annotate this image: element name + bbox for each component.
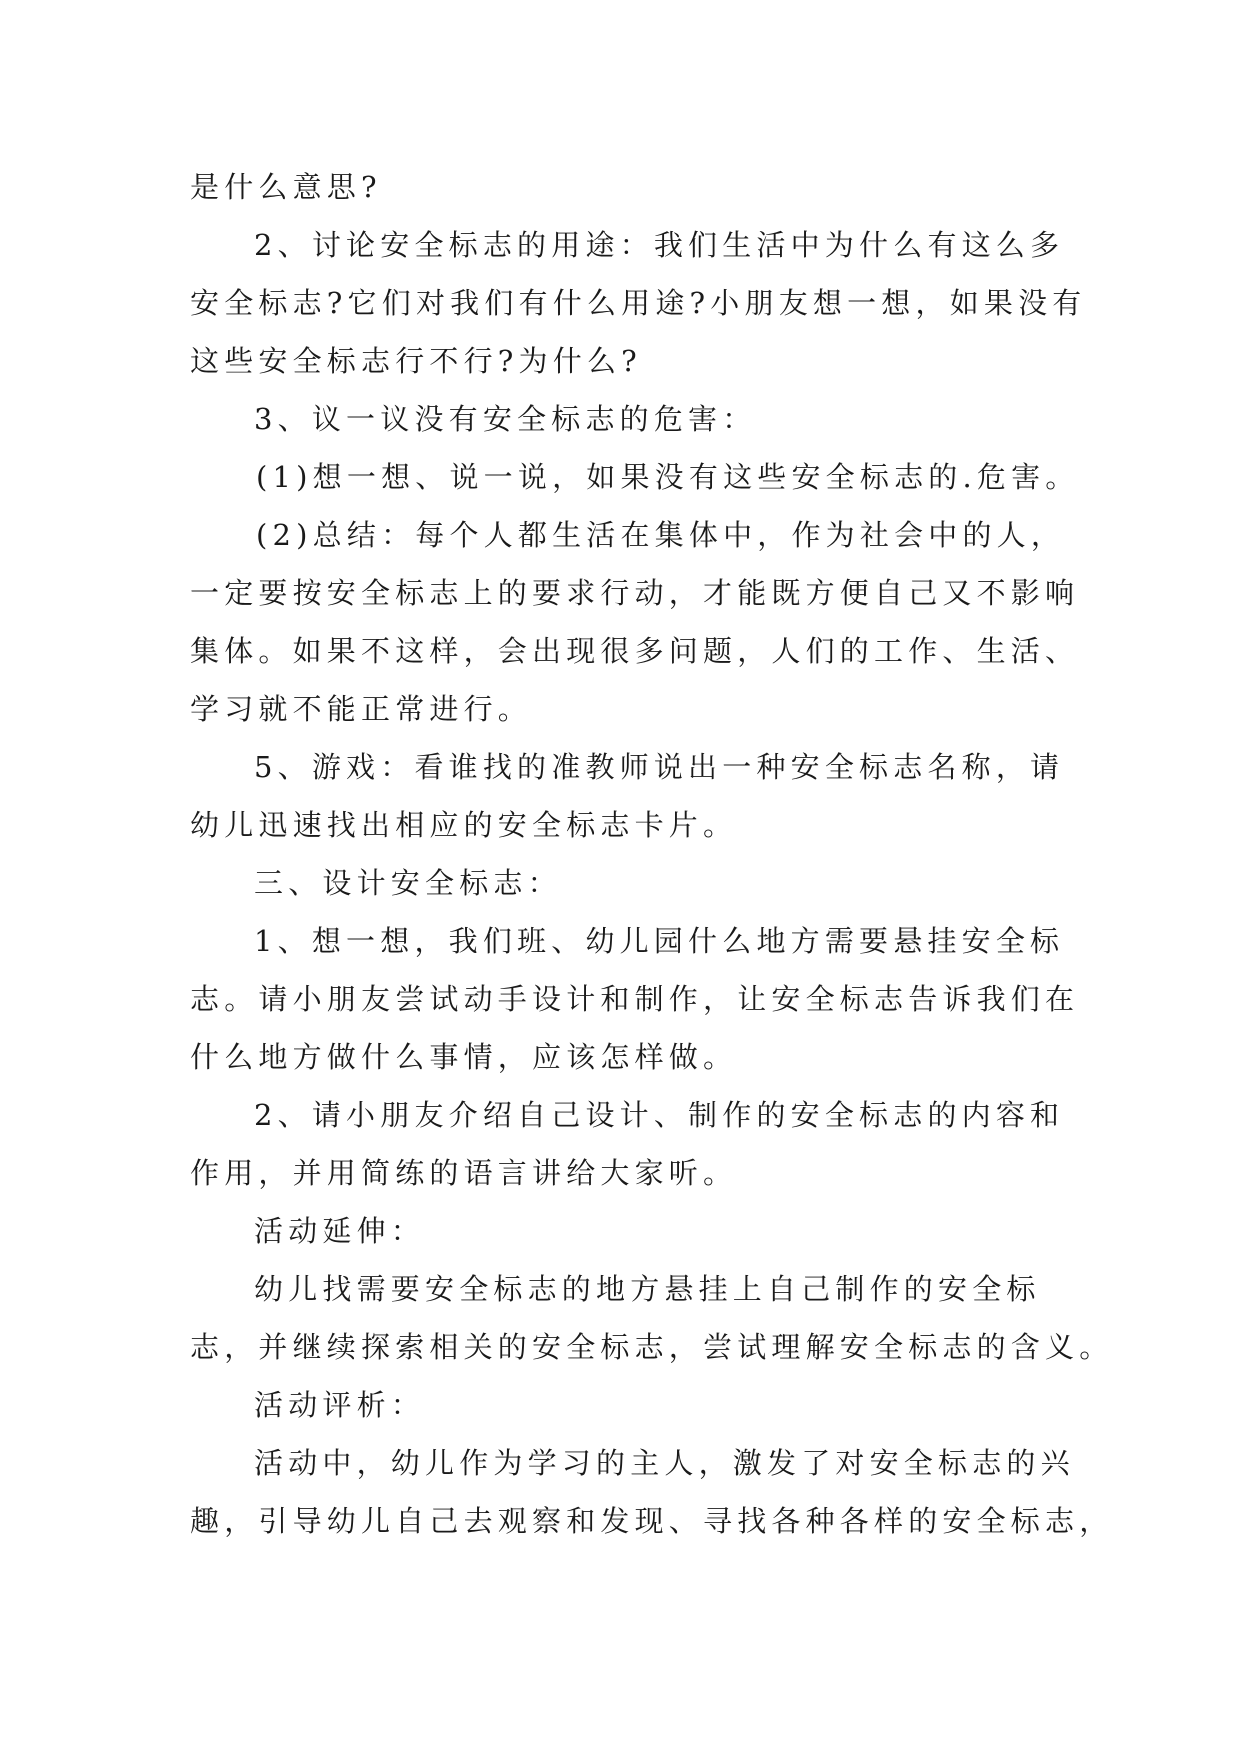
text-line: 志，并继续探索相关的安全标志，尝试理解安全标志的含义。	[190, 1330, 1114, 1364]
text-line: 安全标志?它们对我们有什么用途?小朋友想一想，如果没有	[190, 286, 1087, 320]
text-line: 什么地方做什么事情，应该怎样做。	[190, 1040, 738, 1074]
text-line: 2、讨论安全标志的用途：我们生活中为什么有这么多	[254, 228, 1065, 262]
document-body	[190, 158, 1114, 1550]
text-line: 活动中，幼儿作为学习的主人，激发了对安全标志的兴	[254, 1446, 1075, 1480]
text-line: (2)总结：每个人都生活在集体中，作为社会中的人，	[256, 518, 1066, 552]
text-line: 集体。如果不这样，会出现很多问题，人们的工作、生活、	[190, 634, 1080, 668]
text-line: 2、请小朋友介绍自己设计、制作的安全标志的内容和	[254, 1098, 1065, 1132]
text-line: 3、议一议没有安全标志的危害：	[254, 402, 757, 436]
text-line: 三、设计安全标志：	[254, 866, 562, 900]
text-line: 5、游戏：看谁找的准教师说出一种安全标志名称，请	[254, 750, 1065, 784]
text-line: 幼儿找需要安全标志的地方悬挂上自己制作的安全标	[254, 1272, 1041, 1306]
text-line: 是什么意思?	[190, 170, 382, 204]
text-line: 幼儿迅速找出相应的安全标志卡片。	[190, 808, 738, 842]
text-line: 1、想一想，我们班、幼儿园什么地方需要悬挂安全标	[254, 924, 1065, 958]
text-line: 志。请小朋友尝试动手设计和制作，让安全标志告诉我们在	[190, 982, 1080, 1016]
text-line: 作用，并用简练的语言讲给大家听。	[190, 1156, 738, 1190]
text-line: (1)想一想、说一说，如果没有这些安全标志的.危害。	[256, 460, 1080, 494]
text-line: 活动评析：	[254, 1388, 426, 1422]
text-line: 活动延伸：	[254, 1214, 426, 1248]
text-line: 学习就不能正常进行。	[190, 692, 533, 726]
text-line: 趣，引导幼儿自己去观察和发现、寻找各种各样的安全标志，	[190, 1504, 1114, 1538]
text-line: 这些安全标志行不行?为什么?	[190, 344, 642, 378]
text-line: 一定要按安全标志上的要求行动，才能既方便自己又不影响	[190, 576, 1080, 610]
